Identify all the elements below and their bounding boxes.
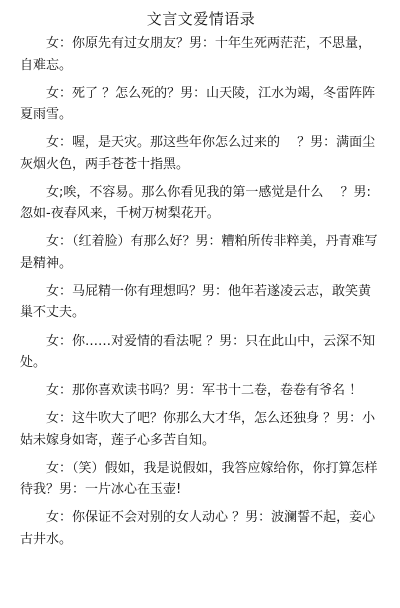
paragraph-line: 女：（笑）假如，我是说假如，我答应嫁给你，你打算怎: [46, 460, 365, 476]
paragraph-line: 忽如-夜春风来，千树万树梨花开。: [20, 206, 220, 222]
dialogue-paragraph: [20, 380, 382, 402]
paragraph-line: 女：那你喜欢读书吗？男：军书十二卷，卷卷有爷名 ！: [46, 383, 363, 399]
paragraph-line: 写是精神。: [20, 234, 378, 271]
dialogue-paragraph: [20, 182, 382, 225]
paragraph-line: 女：（红着脸）有那么好？男：糟粕所传非粹美，丹青难: [46, 234, 365, 250]
paragraph-line: 自难忘。: [20, 57, 73, 73]
paragraph-line: 知处。: [20, 333, 376, 371]
dialogue-paragraph: [20, 231, 382, 274]
paragraph-line: 女：你……对爱情的看法呢 ？男：只在此山中，云深不: [46, 333, 363, 349]
paragraph-line: 女：死了 ？怎么死的？男：山天陵，江水为竭，冬雷阵: [46, 85, 363, 101]
dialogue-paragraph: [20, 331, 382, 374]
paragraph-line: 女：马屁精一你有理想吗？男：他年若遂凌云志，敢笑: [46, 283, 359, 299]
paragraph-line: 阵夏雨雪。: [20, 85, 376, 123]
paragraph-line: 女：你原先有过女朋友？男：十年生死两茫茫，不思量，: [46, 36, 372, 51]
paragraph-line: 女：你保证不会对别的女人动心 ？男：波澜誓不起，妾: [46, 510, 363, 526]
document-title: 文言文爱情语录: [146, 10, 256, 28]
paragraph-line: 小姑未嫁身如寄，莲子心多苦自知。: [20, 411, 376, 448]
paragraph-line: 黄巢不丈夫。: [20, 283, 372, 321]
paragraph-line: 女;唉，不容易。那么你看见我的第一感觉是什么 ？男:: [46, 184, 371, 200]
dialogue-paragraph: [20, 281, 382, 324]
dialogue-paragraph: [20, 507, 382, 550]
paragraph-line: 女：这牛吹大了吧？你那么大才华，怎么还独身 ？男：: [46, 411, 363, 427]
dialogue-paragraph: [20, 33, 382, 76]
dialogue-paragraph: [20, 83, 382, 126]
dialogue-paragraph: [20, 132, 382, 175]
paragraph-line: 样待我？男：一片冰心在玉壶!: [20, 460, 378, 498]
dialogue-paragraph: [20, 458, 382, 501]
paragraph-line: 女：喔，是天灾。那这些年你怎么过来的 ？男：满面尘: [46, 135, 376, 151]
paragraph-line: 心古井水。: [20, 510, 376, 547]
dialogue-paragraph: [20, 408, 382, 451]
paragraph-line: 灰烟火色，两手苍苍十指黑。: [20, 156, 190, 172]
